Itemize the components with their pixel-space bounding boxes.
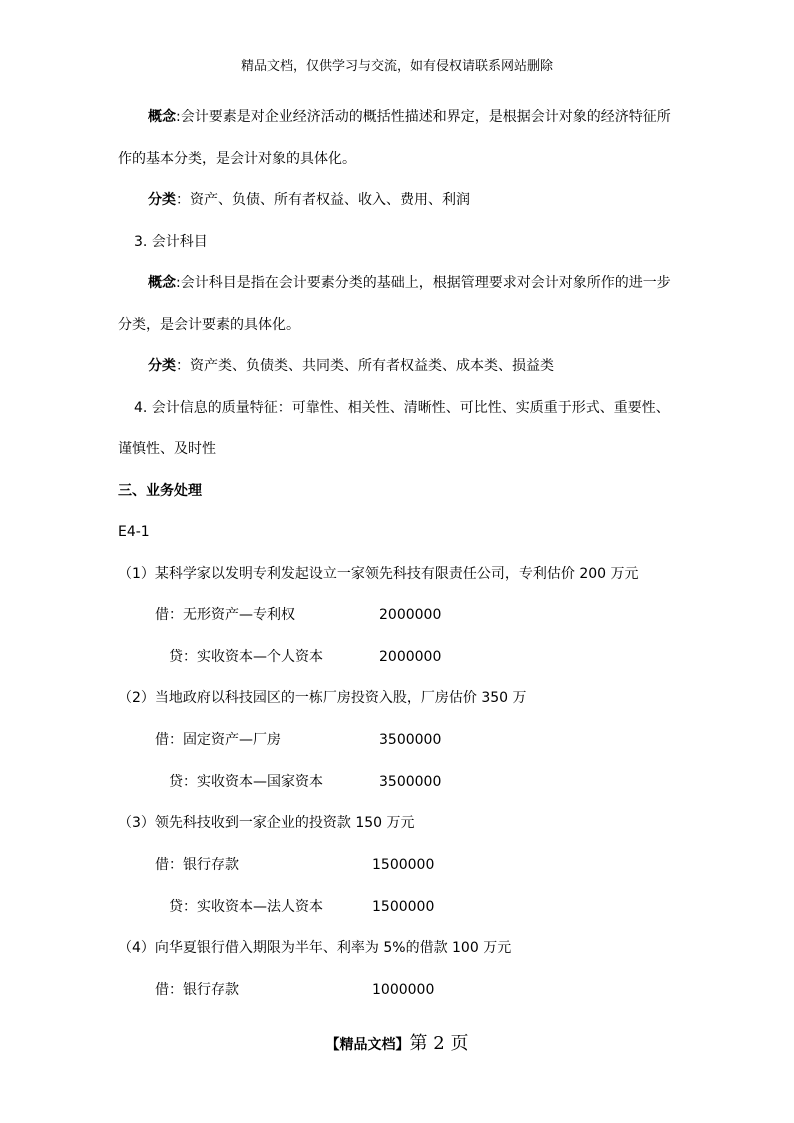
- concept-label: 概念: [148, 109, 176, 125]
- credit-label: 贷：实收资本—法人资本: [169, 899, 323, 915]
- debit-amount: 2000000: [379, 607, 442, 623]
- section3-title: 3. 会计科目: [134, 234, 208, 250]
- debit-label: 借：固定资产—厂房: [155, 732, 281, 748]
- classify-elements-line: [148, 191, 470, 209]
- concept-accounts-line2: 分类，是会计要素的具体化。: [118, 317, 300, 333]
- classify-text: ：资产、负债、所有者权益、收入、费用、利润: [176, 192, 470, 208]
- item-title: （1）某科学家以发明专利发起设立一家领先科技有限责任公司，专利估价 200 万元: [118, 566, 639, 582]
- classify-label: 分类: [148, 192, 176, 208]
- page-header: 精品文档，仅供学习与交流，如有侵权请联系网站删除: [240, 59, 553, 74]
- item-title: （4）向华夏银行借入期限为半年、利率为 5%的借款 100 万元: [118, 940, 512, 956]
- page-footer: [0, 1035, 794, 1054]
- debit-amount: 3500000: [379, 732, 442, 748]
- section4-line2: 谨慎性、及时性: [118, 441, 216, 457]
- debit-label: 借：银行存款: [155, 857, 239, 873]
- concept-text: :会计科目是指在会计要素分类的基础上，根据管理要求对会计对象所作的进一步: [176, 275, 671, 291]
- classify-label: 分类: [148, 358, 176, 374]
- item-title: （2）当地政府以科技园区的一栋厂房投资入股，厂房估价 350 万: [118, 690, 527, 706]
- credit-amount: 2000000: [379, 649, 442, 665]
- concept-text: :会计要素是对企业经济活动的概括性描述和界定，是根据会计对象的经济特征所: [176, 109, 671, 125]
- concept-accounts-line1: [148, 274, 671, 292]
- debit-amount: 1000000: [372, 982, 435, 998]
- section4-line1: 4. 会计信息的质量特征：可靠性、相关性、清晰性、可比性、实质重于形式、重要性、: [134, 400, 670, 416]
- concept-label: 概念: [148, 275, 176, 291]
- footer-tag: 【精品文档】: [325, 1037, 410, 1053]
- page-number: 第 2 页: [409, 1033, 469, 1054]
- debit-amount: 1500000: [372, 857, 435, 873]
- concept-elements-line1: [148, 108, 671, 126]
- credit-amount: 1500000: [372, 899, 435, 915]
- credit-amount: 3500000: [379, 774, 442, 790]
- item-title: （3）领先科技收到一家企业的投资款 150 万元: [118, 815, 415, 831]
- debit-label: 借：无形资产—专利权: [155, 607, 295, 623]
- credit-label: 贷：实收资本—个人资本: [169, 649, 323, 665]
- concept-elements-line2: 作的基本分类，是会计对象的具体化。: [118, 151, 356, 167]
- exercise-id: E4-1: [118, 524, 150, 540]
- classify-text: ：资产类、负债类、共同类、所有者权益类、成本类、损益类: [176, 358, 554, 374]
- debit-label: 借：银行存款: [155, 982, 239, 998]
- credit-label: 贷：实收资本—国家资本: [169, 774, 323, 790]
- classify-accounts-line: [148, 357, 554, 375]
- part3-title: 三、业务处理: [118, 483, 202, 499]
